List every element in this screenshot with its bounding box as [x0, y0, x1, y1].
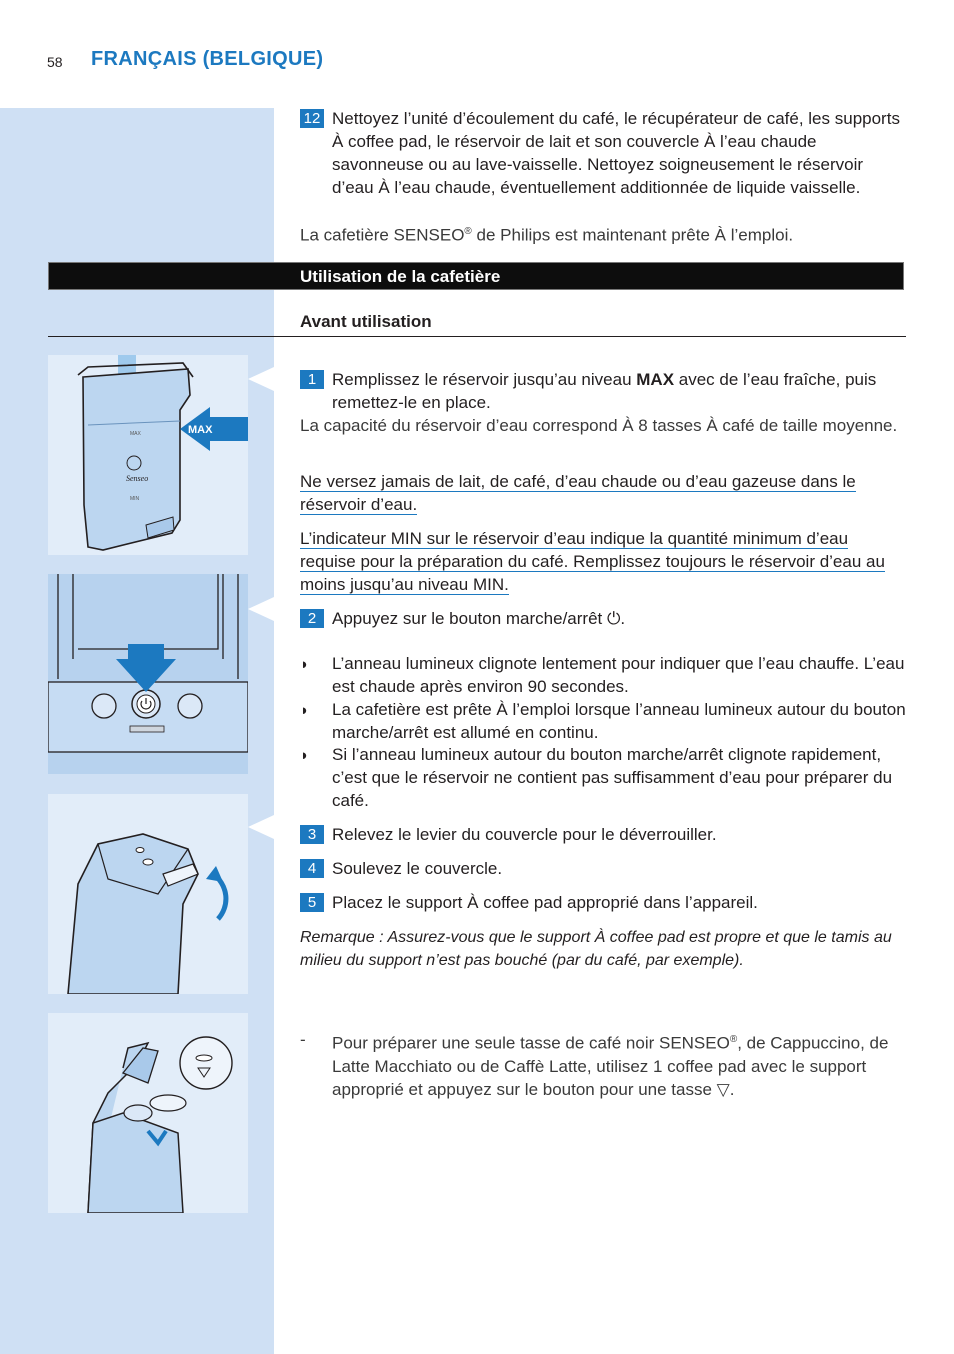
warning-text: L’indicateur MIN sur le réservoir d’eau indique la quantité minimum d’eau requise pour la préparation du café. Remplissez toujours le réservoir d’eau au moins jusqu’au niveau MIN. [300, 529, 885, 594]
pad-holder-illustration [48, 1013, 248, 1213]
capacity-note: La capacité du réservoir d’eau correspond À 8 tasses À café de taille moyenne. [300, 416, 898, 435]
step-text: Nettoyez l’unité d’écoulement du café, le récupérateur de café, les supports À coffee pad, le réservoir de lait et son couvercle À l’eau chaude savonneuse ou au lave-vaisselle. Nettoyez soigneusement le réservoir d’eau À l’eau chaude, éventuellement additionnée de liquide vaisselle. [332, 109, 900, 197]
step-4 [300, 857, 906, 880]
bullet-text: La cafetière est prête À l’emploi lorsque l’anneau lumineux autour du bouton marche/arrêt est allumé en continu. [332, 700, 906, 742]
step-text-end: avec de l’eau fraîche, puis remettez-le en place. [332, 370, 877, 412]
tank-min-mark: MIN [130, 496, 140, 502]
water-tank-illustration [48, 355, 248, 555]
step-3 [300, 823, 906, 846]
bullet-mark: ◗ [300, 656, 310, 673]
step-number: 1 [300, 370, 324, 389]
ready-note-text: La cafetière SENSEO [300, 225, 465, 245]
dash-mark: - [300, 1030, 306, 1049]
ready-note-text-end: de Philips est maintenant prête À l’emploi. [471, 225, 794, 245]
dash-text-start: Pour préparer une seule tasse de café noir SENSEO [332, 1033, 730, 1053]
step-text: Appuyez sur le bouton marche/arrêt ⏻. [332, 609, 626, 628]
lid-lever-drawing [48, 794, 248, 994]
step-text: Placez le support À coffee pad approprié dans l’appareil. [332, 893, 758, 912]
step-number: 2 [300, 609, 324, 628]
page-number: 58 [47, 54, 63, 70]
step-number: 5 [300, 893, 324, 912]
step-text-start: Remplissez le réservoir jusqu’au niveau [332, 370, 637, 389]
warning-min-level [300, 527, 906, 596]
illustration-pointer [248, 597, 274, 621]
step-text: Soulevez le couvercle. [332, 859, 503, 878]
warning-text: Ne versez jamais de lait, de café, d’eau chaude ou d’eau gazeuse dans le réservoir d’eau. [300, 472, 856, 514]
subsection-title: Avant utilisation [300, 312, 432, 331]
step-text [332, 368, 906, 414]
section-header-bar [48, 262, 904, 290]
bullet-text: Si l’anneau lumineux autour du bouton marche/arrêt clignote rapidement, c’est que le réservoir ne contient pas suffisamment d’eau pour préparer du café. [332, 745, 893, 810]
dash-text [332, 1028, 906, 1101]
max-bold: MAX [636, 370, 675, 389]
bullet-text: L’anneau lumineux clignote lentement pour indiquer que l’eau chauffe. L’eau est chaude après environ 90 secondes. [332, 654, 905, 696]
step-number: 12 [300, 109, 324, 128]
step-number: 3 [300, 825, 324, 844]
bullet-mark: ◗ [300, 747, 310, 764]
illustration-pointer [248, 815, 274, 839]
step-5 [300, 891, 906, 914]
senseo-logo-text: Senseo [126, 474, 149, 483]
step-1 [300, 368, 906, 414]
illustration-pointer [248, 367, 274, 391]
subsection-rule [48, 336, 906, 337]
bullet-item [300, 698, 906, 744]
water-tank-drawing [48, 355, 248, 555]
pad-holder-drawing [48, 1013, 248, 1213]
step-12 [300, 107, 906, 199]
bullet-item [300, 652, 906, 698]
dash-item [300, 1028, 906, 1101]
tank-max-mark: MAX [130, 431, 141, 437]
language-title: FRANÇAIS (BELGIQUE) [91, 48, 324, 70]
machine-front-drawing [48, 574, 248, 774]
max-arrow-label: MAX [188, 424, 213, 436]
step-2 [300, 607, 906, 630]
ready-note [300, 220, 906, 247]
dash-text-end: , de Cappuccino, de Latte Macchiato ou de Caffè Latte, utilisez 1 coffee pad avec le support approprié et appuyez sur le bouton pour une tasse ▽. [332, 1033, 889, 1099]
registered-mark: ® [729, 1034, 738, 1045]
section-title: Utilisation de la cafetière [300, 267, 501, 286]
registered-mark: ® [464, 226, 472, 237]
step-number: 4 [300, 859, 324, 878]
remark-note: Remarque : Assurez-vous que le support À coffee pad est propre et que le tamis au milieu du support n’est pas bouché (par du café, par exemple). [300, 929, 892, 969]
bullet-mark: ◗ [300, 702, 310, 719]
lid-lever-illustration [48, 794, 248, 994]
power-button-illustration [48, 574, 248, 774]
step-text: Relevez le levier du couvercle pour le déverrouiller. [332, 825, 717, 844]
warning-no-milk [300, 470, 906, 516]
bullet-item [300, 743, 906, 812]
